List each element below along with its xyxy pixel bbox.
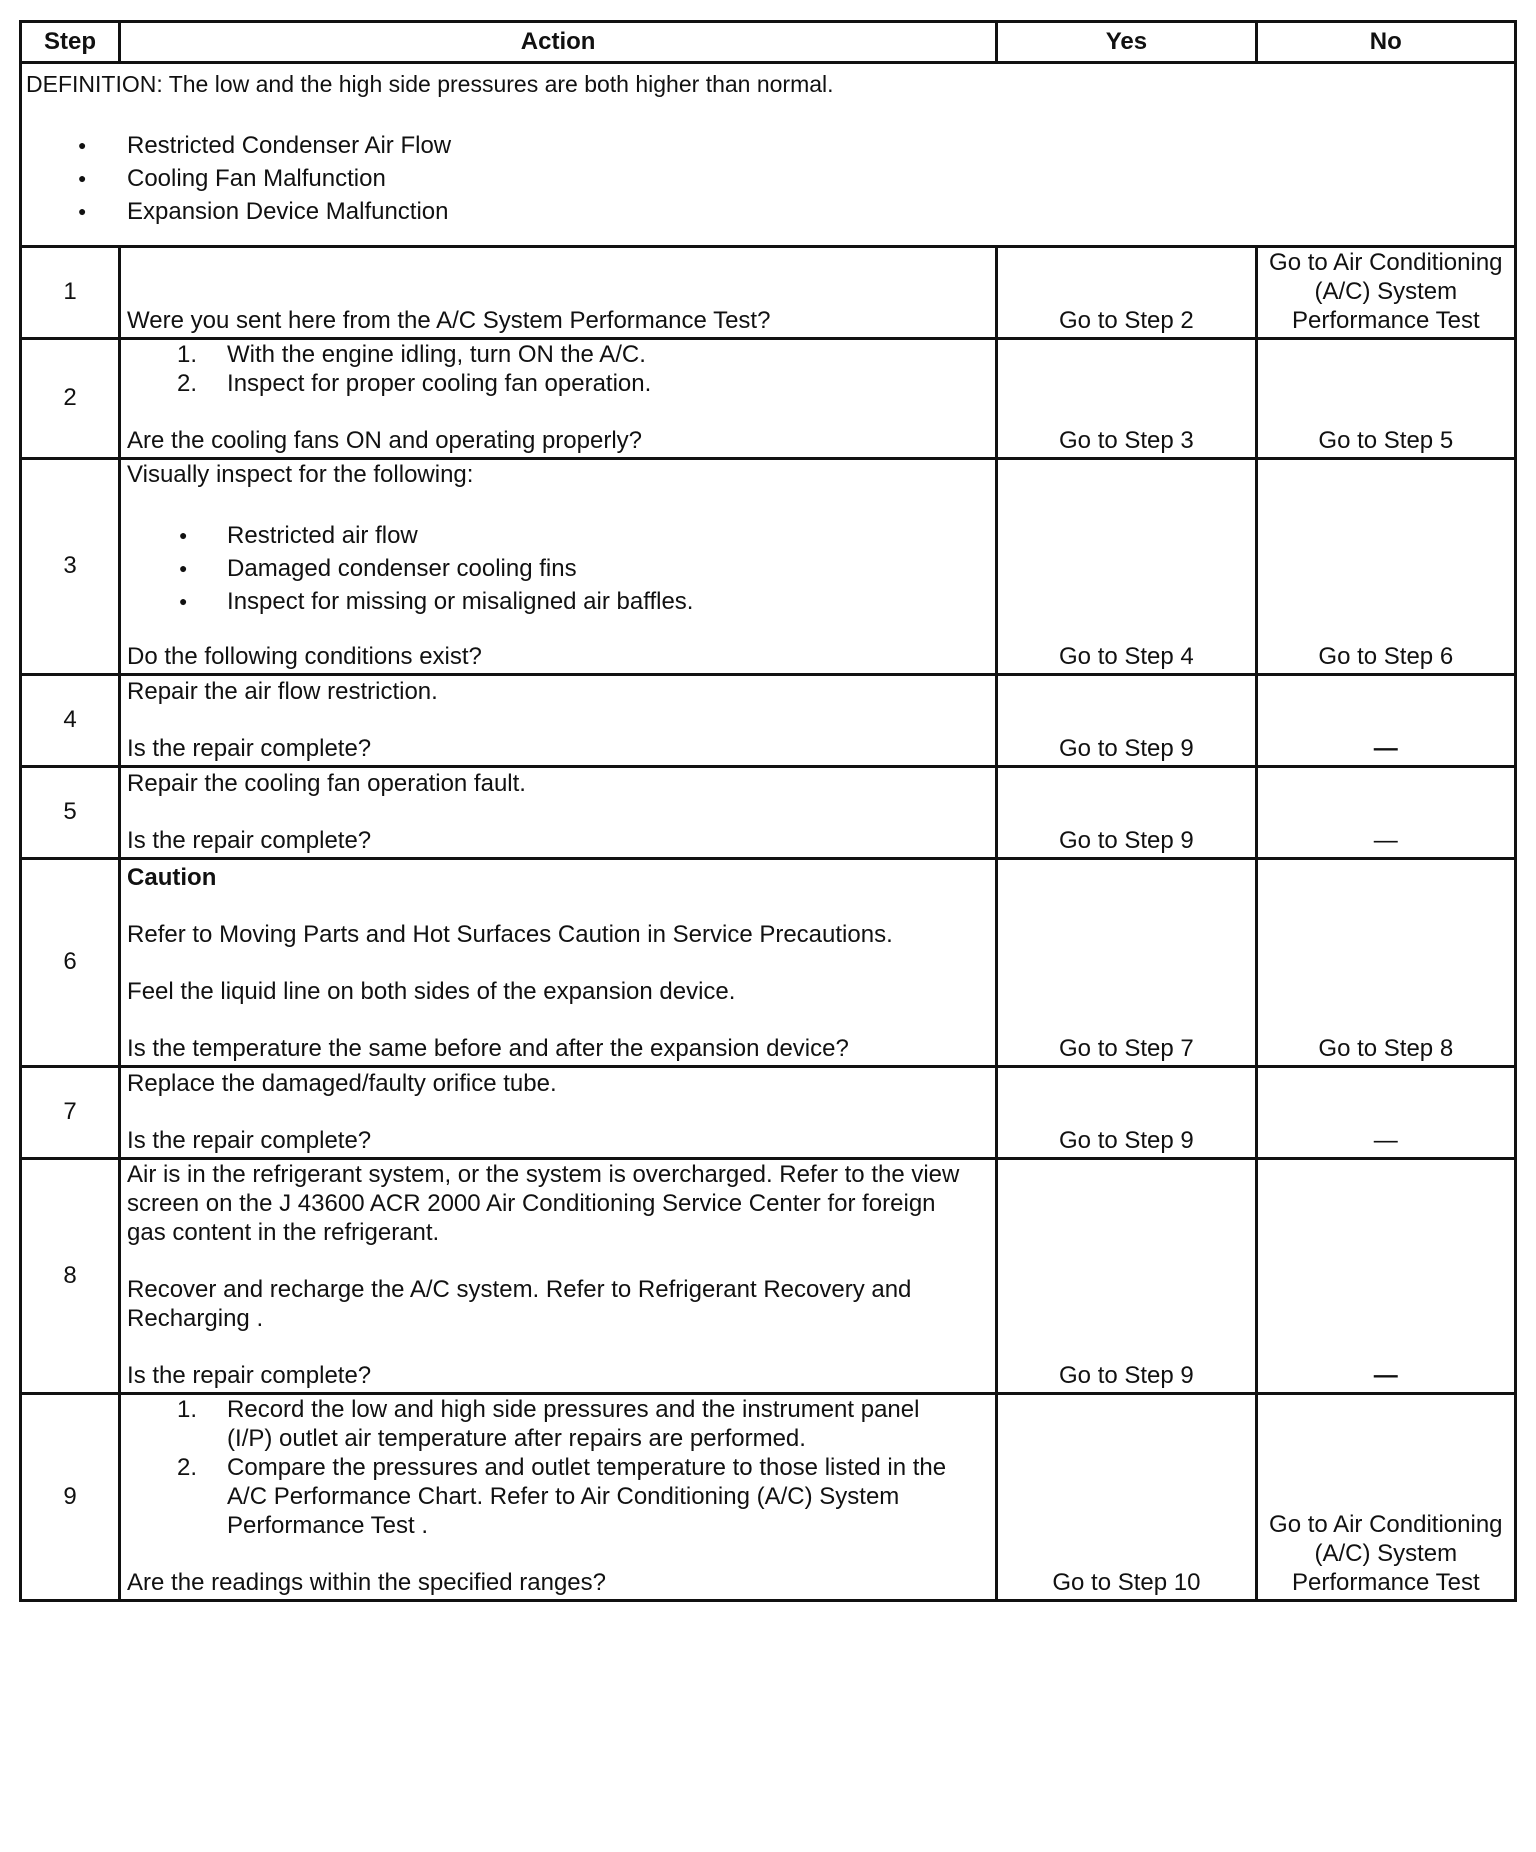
step-no: Go to Air Conditioning (A/C) System Performance Test bbox=[1256, 1394, 1515, 1601]
list-item: 2. Inspect for proper cooling fan operation. bbox=[177, 370, 652, 397]
table-row bbox=[21, 767, 1516, 859]
step-number: 6 bbox=[21, 859, 120, 1067]
header-yes: Yes bbox=[997, 22, 1256, 63]
step-no: — bbox=[1256, 675, 1515, 767]
step-yes: Go to Step 7 bbox=[997, 859, 1256, 1067]
step-number: 8 bbox=[21, 1159, 120, 1394]
list-item: 2. Compare the pressures and outlet temperature to those listed in the A/C Performance Chart. Refer to Air Conditioning (A/C) System Performance Test . bbox=[177, 1454, 947, 1539]
header-step: Step bbox=[21, 22, 120, 63]
step-yes: Go to Step 9 bbox=[997, 1159, 1256, 1394]
diagnostic-table bbox=[19, 20, 1517, 1602]
step-action bbox=[120, 767, 997, 859]
step-yes: Go to Step 9 bbox=[997, 1067, 1256, 1159]
definition-text: DEFINITION: The low and the high side pressures are both higher than normal. bbox=[26, 71, 834, 97]
step-intro: Visually inspect for the following: bbox=[127, 461, 474, 488]
definition-cell bbox=[21, 63, 1516, 247]
step-question: Do the following conditions exist? bbox=[127, 643, 482, 670]
step-no: — bbox=[1256, 1067, 1515, 1159]
step-action bbox=[120, 675, 997, 767]
header-action: Action bbox=[120, 22, 997, 63]
step-no: Go to Step 5 bbox=[1256, 339, 1515, 459]
table-row bbox=[21, 1067, 1516, 1159]
table-row bbox=[21, 339, 1516, 459]
bullet-list bbox=[127, 519, 989, 618]
table-row bbox=[21, 1394, 1516, 1601]
table-row bbox=[21, 859, 1516, 1067]
step-action bbox=[120, 1394, 997, 1601]
step-question: Is the repair complete? bbox=[127, 827, 372, 854]
step-yes: Go to Step 9 bbox=[997, 767, 1256, 859]
step-intro: Feel the liquid line on both sides of the expansion device. bbox=[127, 978, 736, 1005]
step-paragraph: Air is in the refrigerant system, or the system is overcharged. Refer to the view screen on the J 43600 ACR 2000 Air Conditioning Service Center for foreign gas content in the refrigerant. bbox=[127, 1161, 960, 1246]
step-yes: Go to Step 2 bbox=[997, 247, 1256, 339]
definition-row bbox=[21, 63, 1516, 247]
list-item: 1. With the engine idling, turn ON the A/C. bbox=[177, 341, 646, 368]
step-no: — bbox=[1256, 1159, 1515, 1394]
step-no: Go to Air Conditioning (A/C) System Performance Test bbox=[1256, 247, 1515, 339]
definition-cause-list bbox=[26, 129, 1510, 228]
caution-reference: Refer to Moving Parts and Hot Surfaces Caution in Service Precautions. bbox=[127, 921, 893, 948]
table-row bbox=[21, 1159, 1516, 1394]
step-yes: Go to Step 9 bbox=[997, 675, 1256, 767]
step-intro: Repair the cooling fan operation fault. bbox=[127, 770, 526, 797]
step-no: Go to Step 8 bbox=[1256, 859, 1515, 1067]
step-number: 1 bbox=[21, 247, 120, 339]
step-question: Is the repair complete? bbox=[127, 1127, 372, 1154]
header-no: No bbox=[1256, 22, 1515, 63]
step-number: 5 bbox=[21, 767, 120, 859]
numbered-list bbox=[127, 1395, 989, 1540]
step-yes: Go to Step 3 bbox=[997, 339, 1256, 459]
step-no: Go to Step 6 bbox=[1256, 459, 1515, 675]
list-item: ● Inspect for missing or misaligned air baffles. bbox=[127, 585, 989, 618]
table-row bbox=[21, 675, 1516, 767]
step-action bbox=[120, 247, 997, 339]
numbered-list bbox=[127, 340, 989, 398]
step-number: 2 bbox=[21, 339, 120, 459]
caution-label: Caution bbox=[127, 864, 217, 891]
step-no: — bbox=[1256, 767, 1515, 859]
step-yes: Go to Step 10 bbox=[997, 1394, 1256, 1601]
step-question: Are the readings within the specified ranges? bbox=[127, 1569, 606, 1596]
list-item: ● Damaged condenser cooling fins bbox=[127, 552, 989, 585]
step-number: 3 bbox=[21, 459, 120, 675]
step-action bbox=[120, 859, 997, 1067]
step-action bbox=[120, 339, 997, 459]
step-intro: Repair the air flow restriction. bbox=[127, 678, 438, 705]
diagnostic-document bbox=[19, 20, 1517, 1602]
table-row bbox=[21, 459, 1516, 675]
step-question: Is the repair complete? bbox=[127, 735, 372, 762]
list-item: ● Expansion Device Malfunction bbox=[26, 195, 1510, 228]
step-action bbox=[120, 1159, 997, 1394]
step-paragraph: Recover and recharge the A/C system. Refer to Refrigerant Recovery and Recharging . bbox=[127, 1276, 912, 1332]
list-item: ● Restricted Condenser Air Flow bbox=[26, 129, 1510, 162]
step-question: Were you sent here from the A/C System Performance Test? bbox=[127, 307, 771, 334]
step-intro: Replace the damaged/faulty orifice tube. bbox=[127, 1070, 557, 1097]
step-number: 4 bbox=[21, 675, 120, 767]
step-question: Are the cooling fans ON and operating properly? bbox=[127, 427, 643, 454]
header-row bbox=[21, 22, 1516, 63]
step-action bbox=[120, 459, 997, 675]
step-number: 9 bbox=[21, 1394, 120, 1601]
list-item: ● Restricted air flow bbox=[127, 519, 989, 552]
step-question: Is the repair complete? bbox=[127, 1362, 372, 1389]
step-number: 7 bbox=[21, 1067, 120, 1159]
step-yes: Go to Step 4 bbox=[997, 459, 1256, 675]
table-row bbox=[21, 247, 1516, 339]
list-item: 1. Record the low and high side pressures and the instrument panel (I/P) outlet air temperature after repairs are performed. bbox=[177, 1396, 920, 1452]
list-item: ● Cooling Fan Malfunction bbox=[26, 162, 1510, 195]
step-question: Is the temperature the same before and after the expansion device? bbox=[127, 1035, 849, 1062]
step-action bbox=[120, 1067, 997, 1159]
